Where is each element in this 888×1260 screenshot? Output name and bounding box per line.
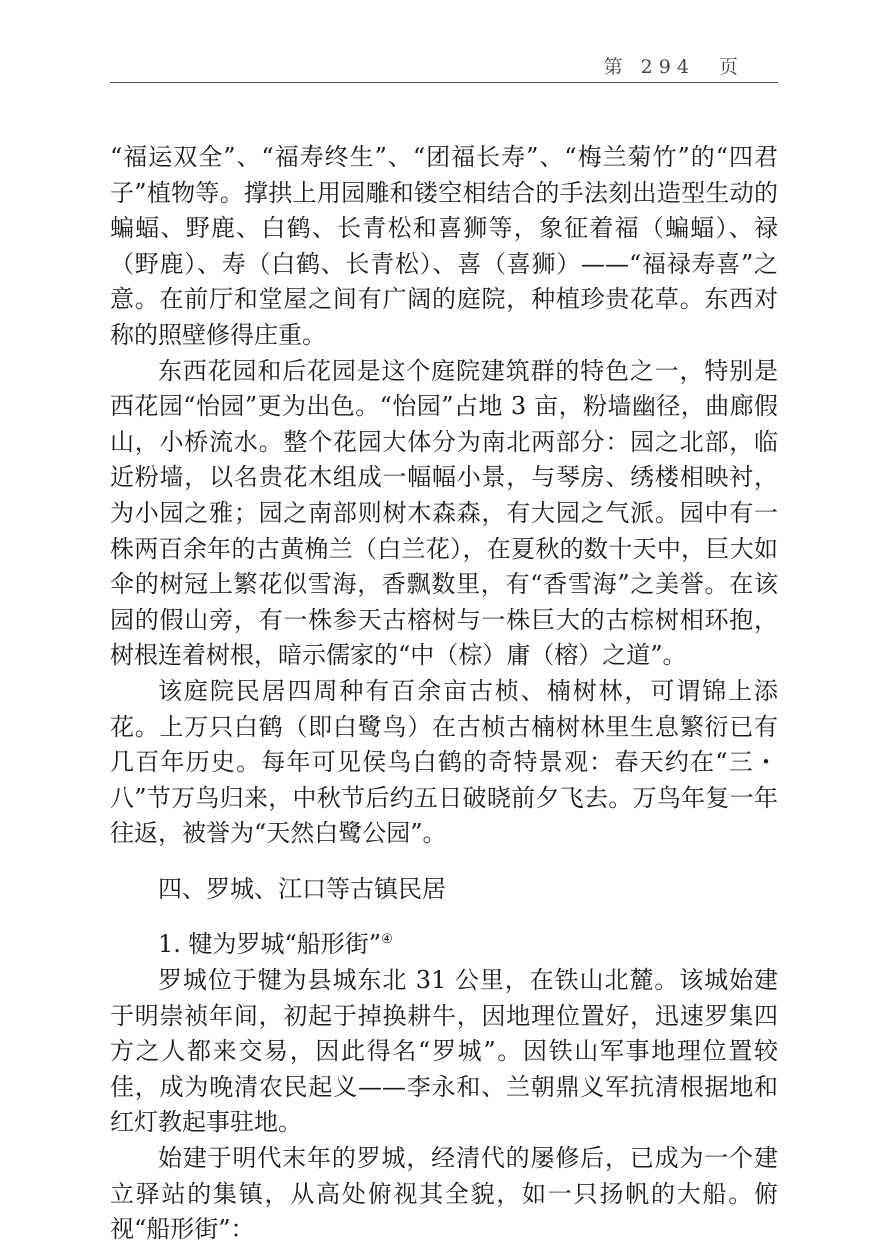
- paragraph-4: 罗城位于犍为县城东北 31 公里，在铁山北麓。该城始建于明崇祯年间，初起于掉换耕牛，因地理位置好，迅速罗集四方之人都来交易，因此得名“罗城”。因铁山军事地理位置较佳，成为晚清农民起义——李永和、兰朝鼎义军抗清根据地和红灯教起事驻地。: [110, 966, 778, 1137]
- paragraph-1: “福运双全”、“福寿终生”、“团福长寿”、“梅兰菊竹”的“四君子”植物等。撑拱上用园雕和镂空相结合的手法刻出造型生动的蝙蝠、野鹿、白鹤、长青松和喜狮等，象征着福（蝙蝠）、禄（野鹿）、寿（白鹤、长青松）、喜（喜狮）——“福禄寿喜”之意。在前厅和堂屋之间有广阔的庭院，种植珍贵花草。东西对称的照壁修得庄重。: [110, 143, 778, 349]
- page-header: [110, 52, 778, 83]
- section-title: 四、罗城、江口等古镇民居: [158, 874, 446, 903]
- page-number: 第 294 页: [603, 56, 744, 78]
- subsection-title-text: 1. 犍为罗城“船形街”: [158, 930, 382, 959]
- subsection-title: [110, 927, 778, 963]
- paragraph-5: 始建于明代末年的罗城，经清代的屡修后，已成为一个建立驿站的集镇，从高处俯视其全貌，如一只扬帆的大船。俯视“船形街”：: [110, 1144, 778, 1244]
- footnote-marker: ④: [381, 932, 393, 948]
- paragraph-3: 该庭院民居四周种有百余亩古桢、楠树林，可谓锦上添花。上万只白鹤（即白鹭鸟）在古桢古楠树林里生息繁衍已有几百年历史。每年可见侯鸟白鹤的奇特景观：春天约在“三・八”节万鸟归来，中秋节后约五日破晓前夕飞去。万鸟年复一年往返，被誉为“天然白鹭公园”。: [110, 676, 778, 848]
- body-text: [110, 140, 778, 1248]
- paragraph-2: 东西花园和后花园是这个庭院建筑群的特色之一，特别是西花园“怡园”更为出色。“怡园”占地 3 亩，粉墙幽径，曲廊假山，小桥流水。整个花园大体分为南北两部分：园之北部，临近粉墙，以名贵花木组成一幅幅小景，与琴房、绣楼相映衬，为小园之雅；园之南部则树木森森，有大园之气派。园中有一株两百余年的古黄桷兰（白兰花），在夏秋的数十天中，巨大如伞的树冠上繁花似雪海，香飘数里，有“香雪海”之美誉。在该园的假山旁，有一株参天古榕树与一株巨大的古棕树相环抱，树根连着树根，暗示儒家的“中（棕）庸（榕）之道”。: [110, 356, 778, 670]
